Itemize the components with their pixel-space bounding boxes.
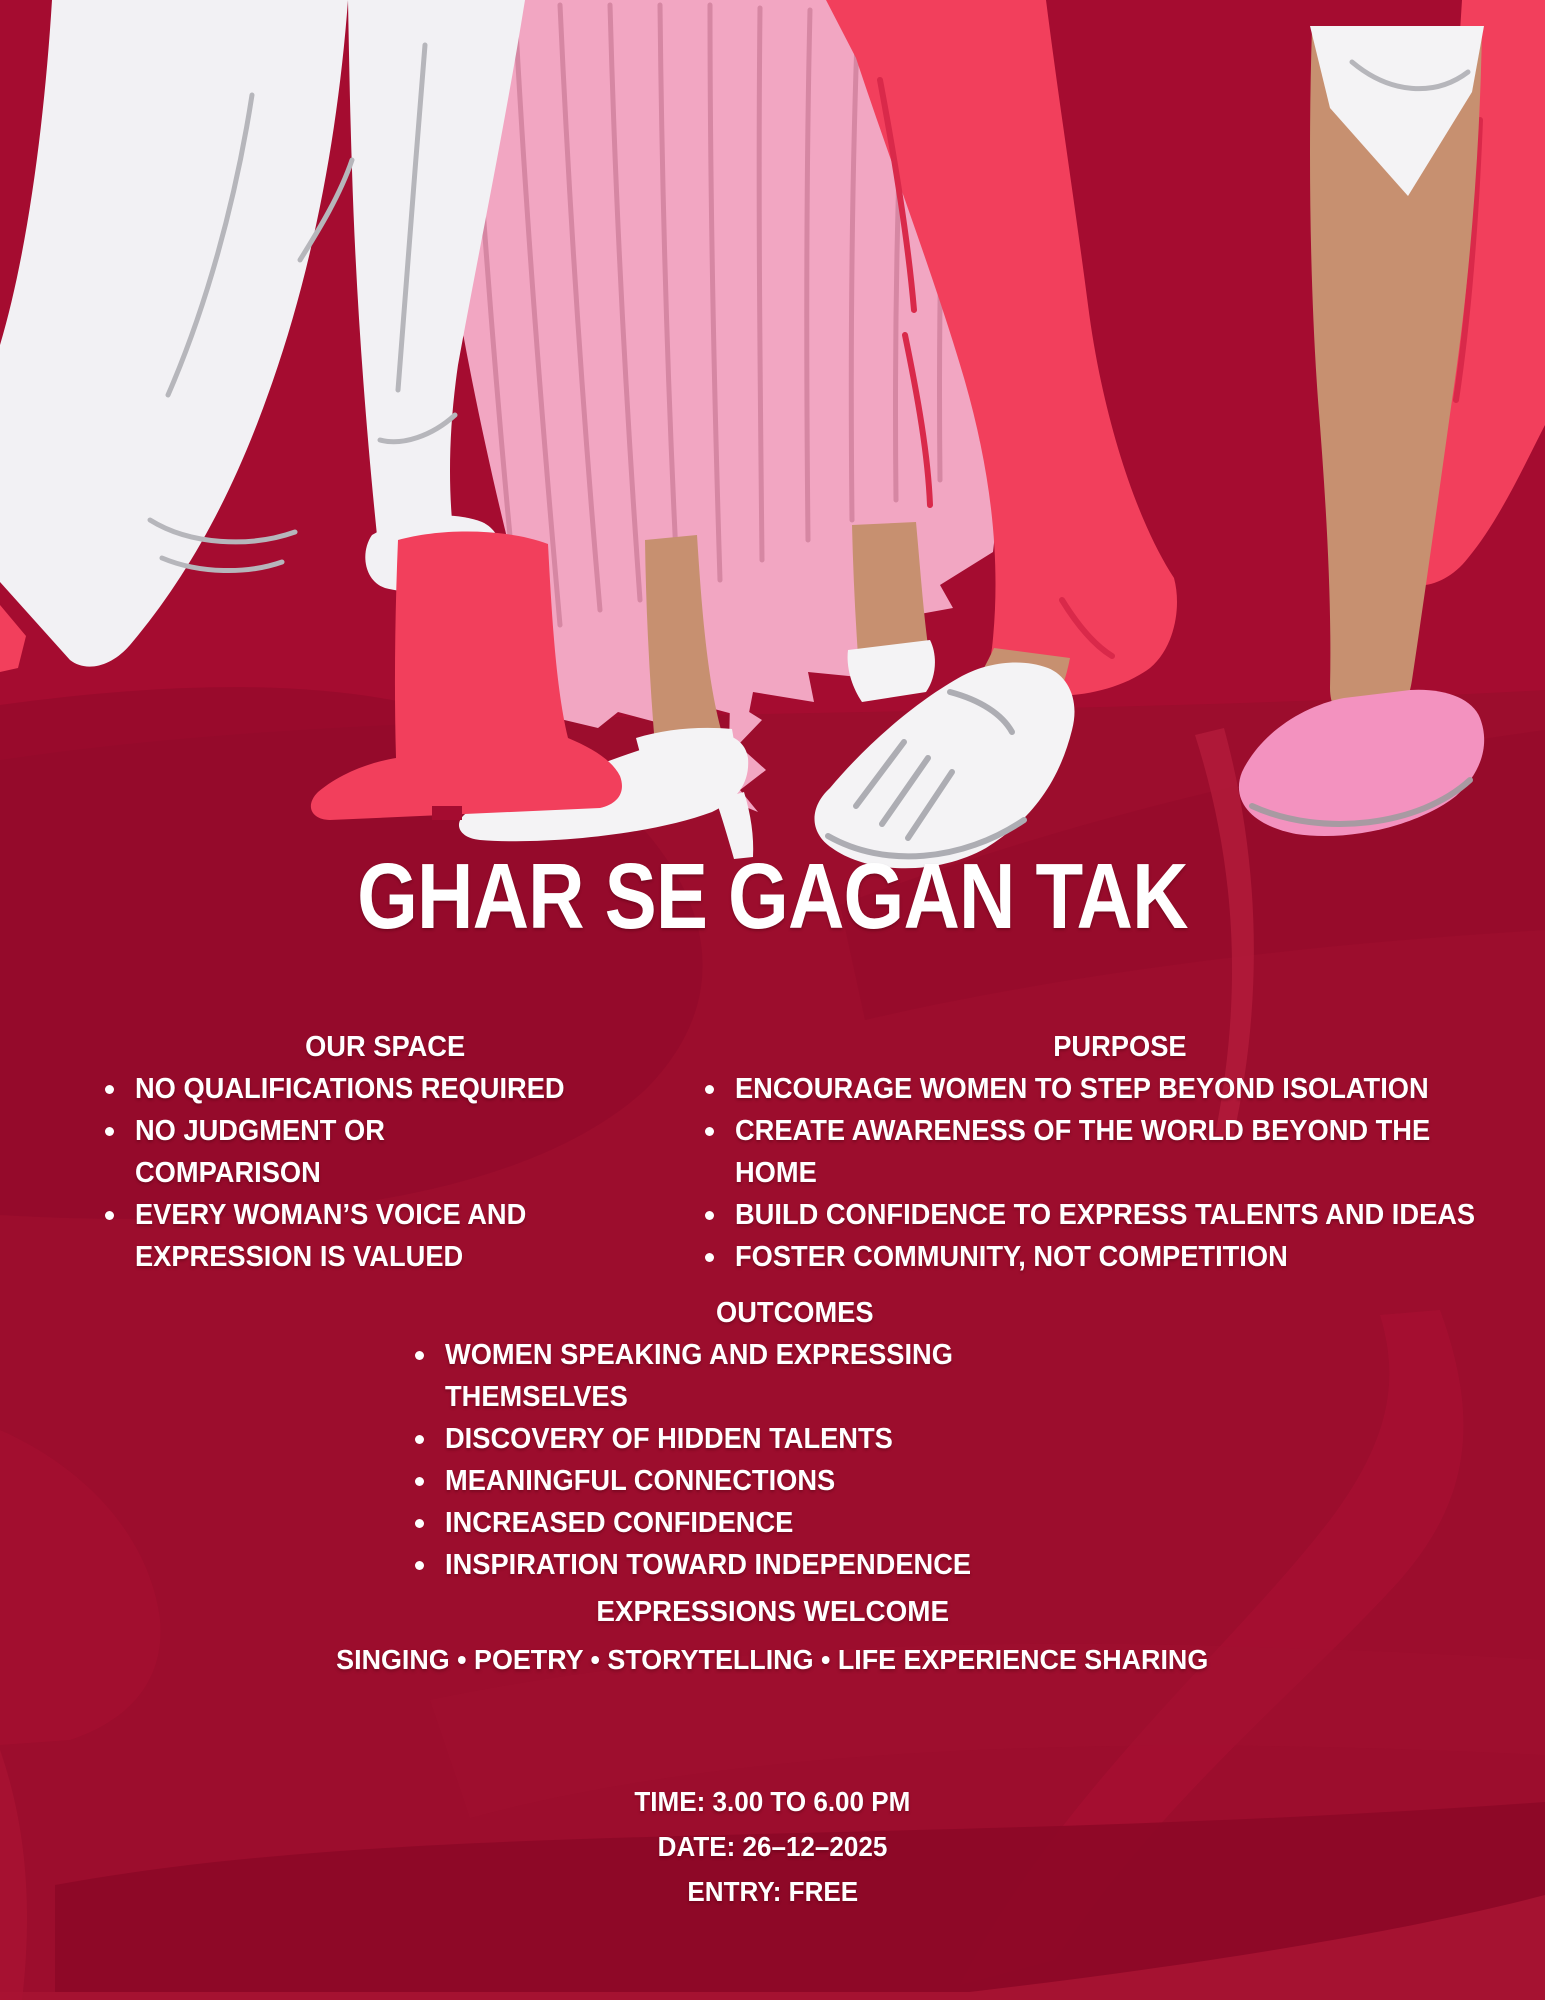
outcomes-item-text: WOMEN SPEAKING AND EXPRESSING THEMSELVES [445, 1339, 953, 1413]
bullet-dot [415, 1351, 424, 1360]
outcomes-item-text: INCREASED CONFIDENCE [445, 1507, 794, 1539]
bullet-dot [705, 1127, 714, 1136]
page-title-text: GHAR SE GAGAN TAK [357, 844, 1188, 948]
expressions-list-text: SINGING • POETRY • STORYTELLING • LIFE EXPERIENCE SHARING [336, 1644, 1209, 1675]
section-purpose [695, 1026, 1545, 1278]
purpose-item-text: CREATE AWARENESS OF THE WORLD BEYOND THE HOME [735, 1115, 1431, 1189]
our-space-item [95, 1194, 675, 1278]
outcomes-heading: OUTCOMES [716, 1297, 874, 1329]
purpose-item [695, 1110, 1545, 1194]
purpose-item [695, 1194, 1545, 1236]
bullet-dot [705, 1211, 714, 1220]
section-expressions [0, 1589, 1545, 1683]
outcomes-item [405, 1460, 1185, 1502]
purpose-item-text: BUILD CONFIDENCE TO EXPRESS TALENTS AND IDEAS [735, 1199, 1476, 1231]
purpose-item-text: ENCOURAGE WOMEN TO STEP BEYOND ISOLATION [735, 1073, 1429, 1105]
outcomes-item [405, 1502, 1185, 1544]
bullet-dot [105, 1211, 114, 1220]
page-title [0, 841, 1545, 951]
outcomes-item [405, 1418, 1185, 1460]
outcomes-item-text: DISCOVERY OF HIDDEN TALENTS [445, 1423, 893, 1455]
bullet-dot [415, 1519, 424, 1528]
bullet-dot [415, 1435, 424, 1444]
event-entry: ENTRY: FREE [687, 1876, 858, 1907]
event-date: DATE: 26–12–2025 [657, 1831, 888, 1862]
expressions-heading: EXPRESSIONS WELCOME [596, 1596, 949, 1628]
section-outcomes [405, 1292, 1185, 1586]
our-space-item [95, 1110, 675, 1194]
purpose-item [695, 1068, 1545, 1110]
our-space-item-text: EVERY WOMAN’S VOICE AND EXPRESSION IS VALUED [135, 1199, 527, 1273]
section-our-space [95, 1026, 675, 1278]
outcomes-item-text: MEANINGFUL CONNECTIONS [445, 1465, 836, 1497]
bullet-dot [705, 1253, 714, 1262]
purpose-heading: PURPOSE [1053, 1031, 1187, 1063]
event-details [0, 1779, 1545, 1914]
our-space-heading: OUR SPACE [304, 1031, 466, 1063]
purpose-item-text: FOSTER COMMUNITY, NOT COMPETITION [735, 1241, 1288, 1273]
bullet-dot [415, 1561, 424, 1570]
bullet-dot [705, 1085, 714, 1094]
our-space-item-text: NO JUDGMENT OR COMPARISON [135, 1115, 385, 1189]
purpose-item [695, 1236, 1545, 1278]
bullet-dot [105, 1085, 114, 1094]
our-space-item [95, 1068, 675, 1110]
outcomes-item [405, 1544, 1185, 1586]
event-time: TIME: 3.00 TO 6.00 PM [634, 1786, 911, 1817]
bullet-dot [415, 1477, 424, 1486]
outcomes-item [405, 1334, 1185, 1418]
outcomes-item-text: INSPIRATION TOWARD INDEPENDENCE [445, 1549, 972, 1581]
bullet-dot [105, 1127, 114, 1136]
our-space-item-text: NO QUALIFICATIONS REQUIRED [135, 1073, 565, 1105]
